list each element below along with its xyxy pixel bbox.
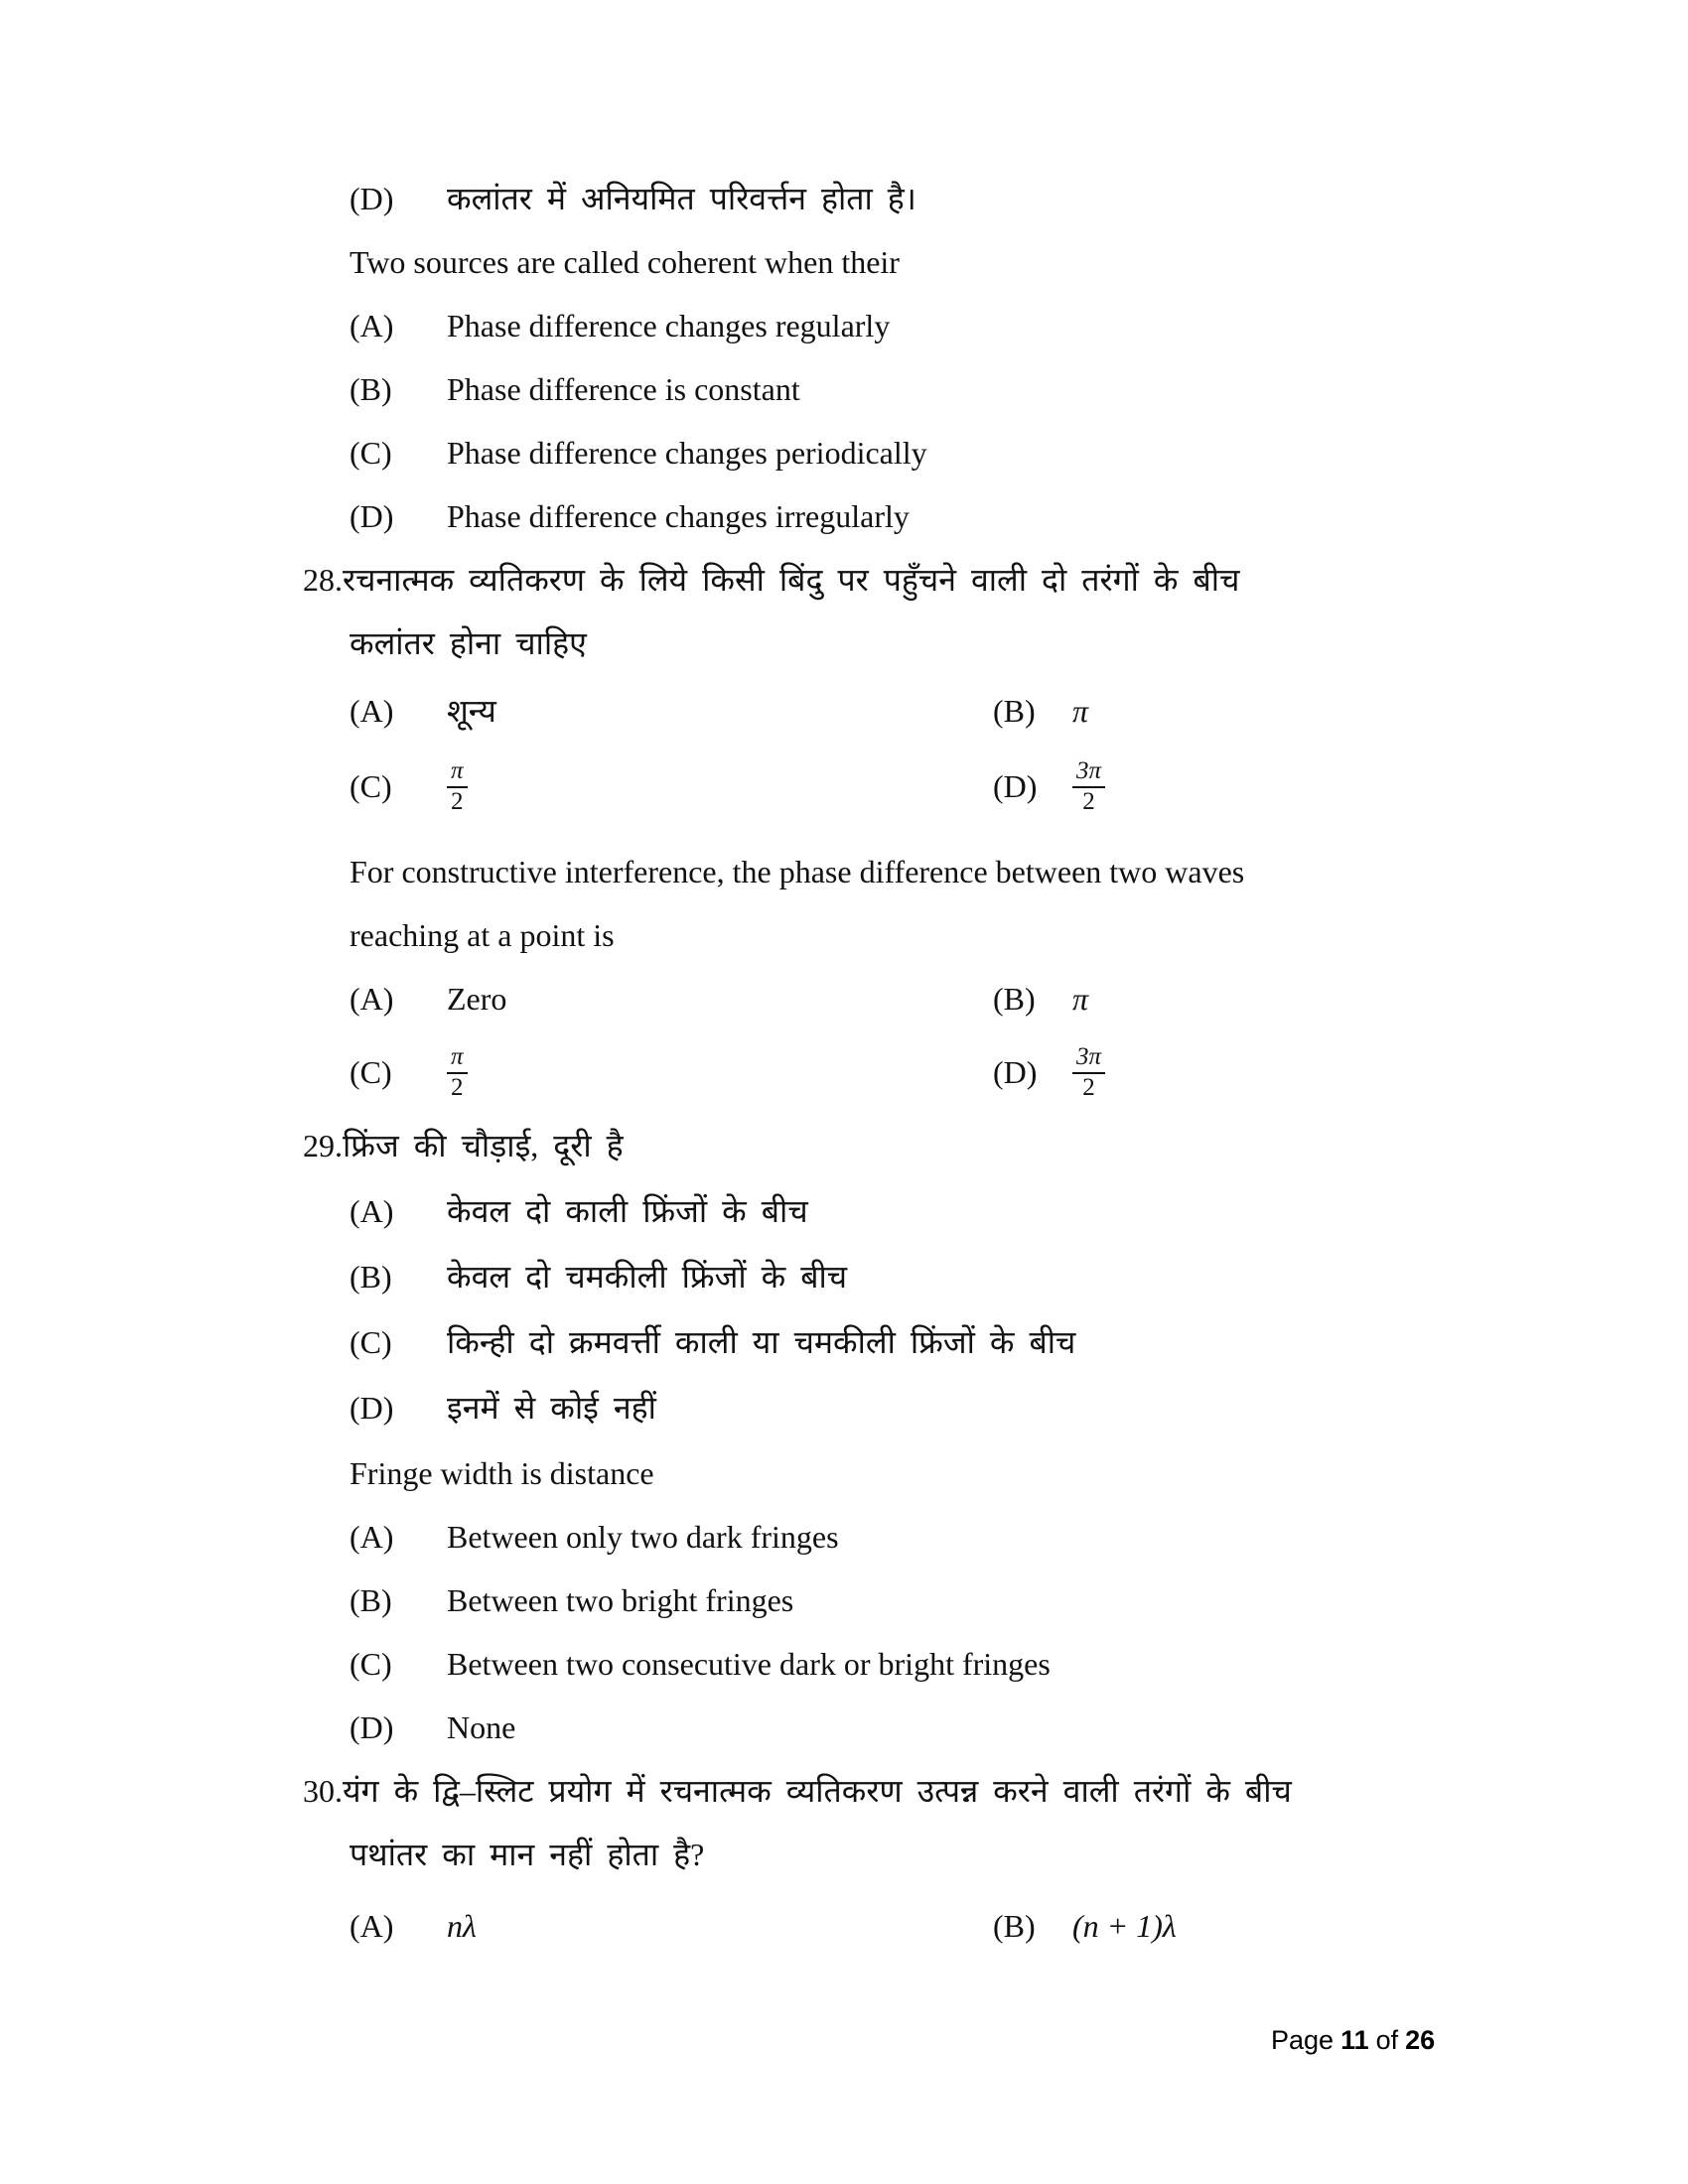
prev-question-english-stem: [0, 242, 1688, 306]
option-letter: (A): [350, 693, 394, 729]
prev-question-option-d: [0, 179, 1688, 242]
fraction-numerator: π: [447, 758, 468, 788]
prev-question-option-d-en: [0, 496, 1688, 560]
q29-hi-option-c: [0, 1322, 1688, 1388]
fraction-denominator: 2: [1082, 788, 1095, 816]
option-text-hindi: केवल दो चमकीली फ्रिंजों के बीच: [447, 1259, 848, 1295]
prev-question-option-a-en: [0, 306, 1688, 369]
q29-en-option-a: [0, 1517, 1688, 1580]
fraction-numerator: 3π: [1072, 1044, 1105, 1074]
option-letter: (D): [993, 768, 1038, 804]
q28-en-option-a: [350, 979, 993, 1021]
q30-options-ab: [0, 1906, 1688, 1970]
option-letter: (A): [350, 308, 394, 343]
option-text-hindi: किन्ही दो क्रमवर्त्ती काली या चमकीली फ्रिंजों के बीच: [447, 1324, 1076, 1360]
q30-option-a: [350, 1906, 993, 1948]
question-29-hindi-stem: [0, 1126, 1688, 1191]
question-text-hindi: कलांतर होना चाहिए: [350, 625, 587, 661]
question-text-hindi: पथांतर का मान नहीं होता है?: [350, 1837, 705, 1872]
fraction-3pi-over-2: [1072, 758, 1105, 816]
fraction-denominator: 2: [1082, 1074, 1095, 1102]
prev-question-option-c-en: [0, 433, 1688, 496]
option-text-hindi: केवल दो काली फ्रिंजों के बीच: [447, 1193, 808, 1229]
q29-hi-option-a: [0, 1191, 1688, 1257]
option-letter: (B): [350, 371, 392, 407]
option-letter: (B): [350, 1582, 392, 1618]
question-text-hindi: यंग के द्वि–स्लिट प्रयोग में रचनात्मक व्यतिकरण उत्पन्न करने वाली तरंगों के बीच: [343, 1773, 1292, 1809]
question-number: 28.: [303, 562, 343, 598]
option-text: Phase difference changes periodically: [447, 435, 927, 471]
fraction-pi-over-2: [447, 1044, 468, 1102]
option-text: Phase difference is constant: [447, 371, 800, 407]
option-letter: (C): [350, 435, 392, 471]
option-letter: (C): [350, 768, 392, 804]
q28-hindi-options-ab: [0, 691, 1688, 756]
option-text: Phase difference changes regularly: [447, 308, 891, 343]
option-text: Phase difference changes irregularly: [447, 498, 910, 534]
option-value-n-plus-1-lambda: (n + 1)λ: [1072, 1908, 1177, 1944]
question-30-hindi-line1: [0, 1771, 1688, 1835]
option-letter: (B): [993, 693, 1036, 729]
option-letter: (A): [350, 1193, 394, 1229]
option-letter: (D): [993, 1054, 1038, 1090]
document-content: [0, 179, 1688, 1970]
question-28-hindi-line1: [0, 560, 1688, 623]
option-value-pi: π: [1072, 693, 1089, 729]
question-28-hindi-line2: [0, 623, 1688, 691]
footer-page-number: 11: [1340, 2025, 1369, 2055]
stem-text: Two sources are called coherent when their: [350, 244, 900, 280]
fraction-numerator: 3π: [1072, 758, 1105, 788]
q29-en-option-b: [0, 1580, 1688, 1644]
q30-option-b: [993, 1906, 1177, 1948]
q28-english-options-cd: [0, 1042, 1688, 1126]
q28-hi-option-b: [993, 691, 1088, 733]
option-text-hindi: इनमें से कोई नहीं: [447, 1390, 656, 1426]
q28-hi-option-a: [350, 691, 993, 733]
q28-hindi-options-cd: [0, 756, 1688, 852]
q29-en-option-c: [0, 1644, 1688, 1707]
question-number: 29.: [303, 1128, 343, 1163]
q28-hi-option-d: [993, 756, 1105, 816]
option-value-pi: π: [1072, 981, 1089, 1017]
q28-en-option-d: [993, 1042, 1105, 1102]
fraction-numerator: π: [447, 1044, 468, 1074]
question-text-hindi: रचनात्मक व्यतिकरण के लिये किसी बिंदु पर पहुँचने वाली दो तरंगों के बीच: [343, 562, 1240, 598]
question-text-hindi: फ्रिंज की चौड़ाई, दूरी है: [343, 1128, 624, 1163]
footer-of-word: of: [1375, 2025, 1399, 2055]
option-value-n-lambda: nλ: [447, 1908, 477, 1944]
q28-english-stem-line2: [0, 915, 1688, 979]
footer-total-pages: 26: [1405, 2025, 1436, 2055]
option-letter: (A): [350, 1519, 394, 1555]
prev-question-option-b-en: [0, 369, 1688, 433]
option-letter: (D): [350, 498, 394, 534]
option-letter: (B): [993, 981, 1036, 1017]
option-text: Between only two dark fringes: [447, 1519, 839, 1555]
q29-hi-option-b: [0, 1257, 1688, 1322]
q28-english-options-ab: [0, 979, 1688, 1042]
page-footer: [1271, 2025, 1435, 2056]
q28-en-option-c: [350, 1042, 993, 1102]
fraction-3pi-over-2: [1072, 1044, 1105, 1102]
option-letter: (D): [350, 1709, 394, 1745]
option-letter: (B): [350, 1259, 392, 1295]
q28-english-stem-line1: [0, 852, 1688, 915]
option-text: Zero: [447, 981, 507, 1017]
fraction-pi-over-2: [447, 758, 468, 816]
q29-hi-option-d: [0, 1388, 1688, 1453]
option-text-hindi: शून्य: [447, 693, 496, 729]
option-letter: (A): [350, 1908, 394, 1944]
stem-text: Fringe width is distance: [350, 1455, 654, 1491]
fraction-denominator: 2: [451, 788, 464, 816]
option-text: Between two bright fringes: [447, 1582, 794, 1618]
q29-english-stem: [0, 1453, 1688, 1517]
option-text: None: [447, 1709, 516, 1745]
option-letter: (D): [350, 181, 394, 216]
option-letter: (C): [350, 1324, 392, 1360]
fraction-denominator: 2: [451, 1074, 464, 1102]
option-letter: (C): [350, 1646, 392, 1682]
q28-en-option-b: [993, 979, 1088, 1021]
stem-text: reaching at a point is: [350, 917, 615, 953]
footer-page-word: Page: [1271, 2025, 1335, 2055]
question-30-hindi-line2: [0, 1835, 1688, 1906]
stem-text: For constructive interference, the phase difference between two waves: [350, 854, 1245, 889]
question-number: 30.: [303, 1773, 343, 1809]
option-letter: (D): [350, 1390, 394, 1426]
q29-en-option-d: [0, 1707, 1688, 1771]
option-text-hindi: कलांतर में अनियमित परिवर्त्तन होता है।: [447, 181, 916, 216]
option-letter: (C): [350, 1054, 392, 1090]
q28-hi-option-c: [350, 756, 993, 816]
option-letter: (B): [993, 1908, 1036, 1944]
option-letter: (A): [350, 981, 394, 1017]
option-text: Between two consecutive dark or bright fringes: [447, 1646, 1051, 1682]
